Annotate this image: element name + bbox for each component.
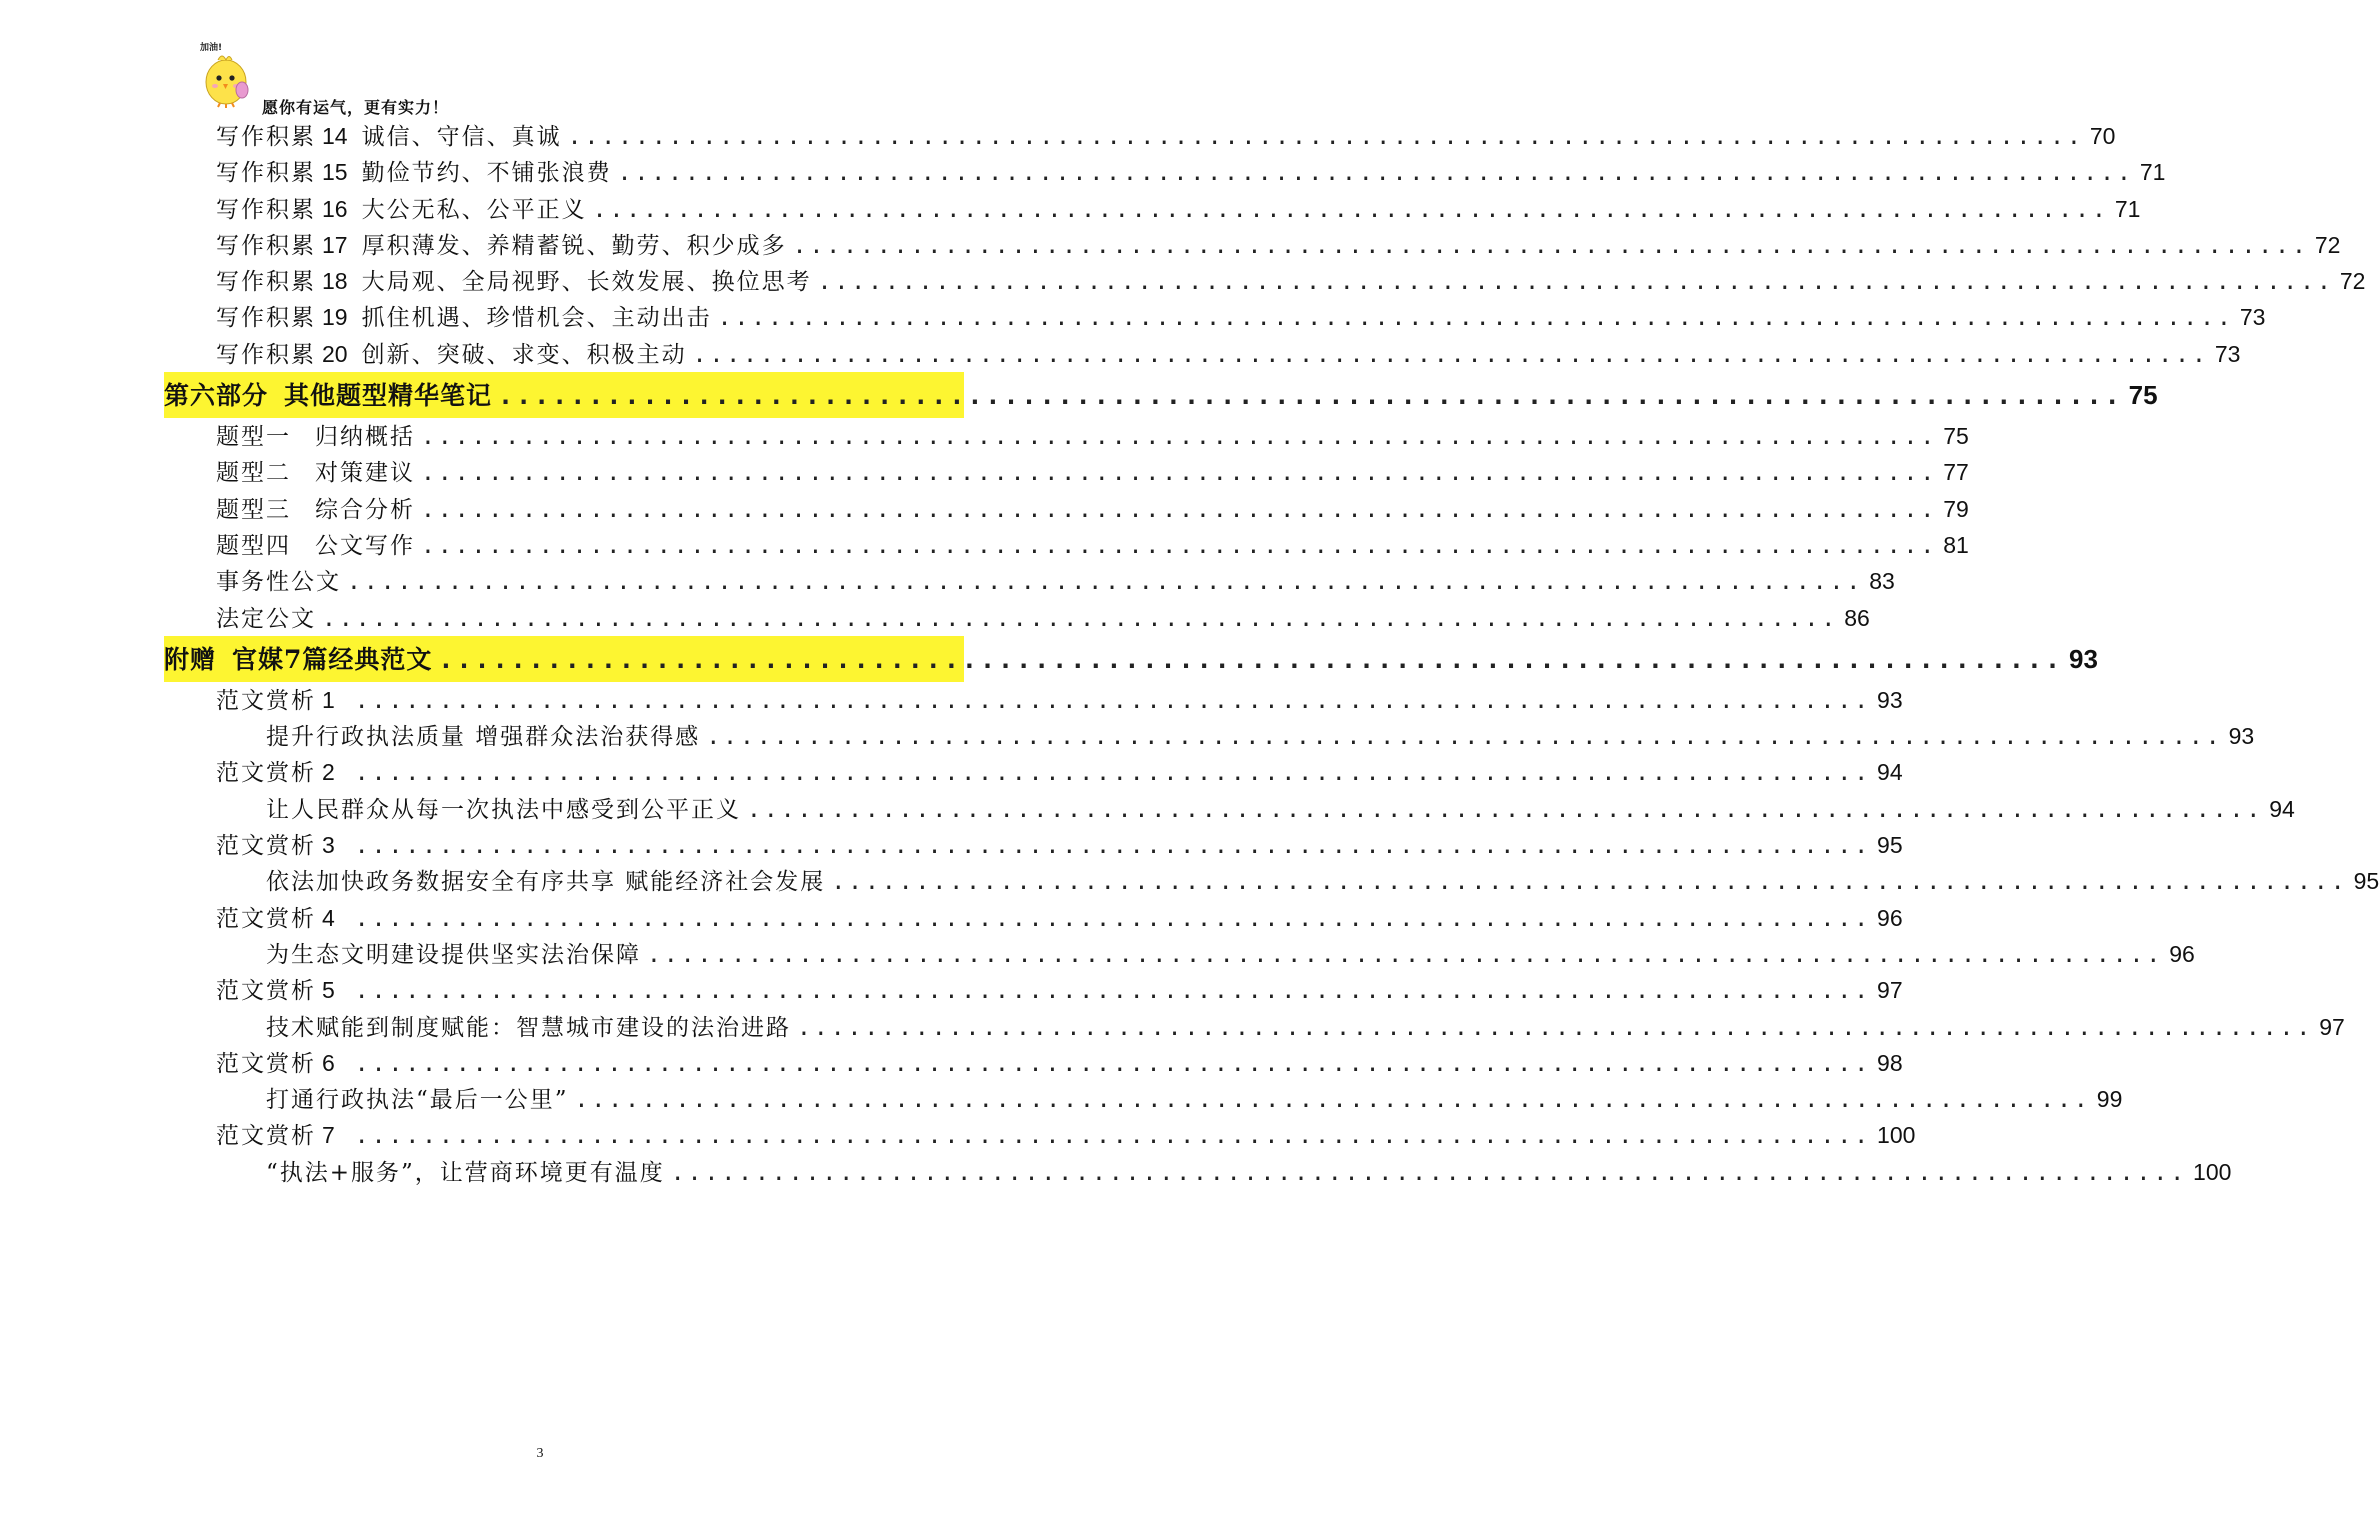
toc-entry-text: 归纳概括 [315, 424, 415, 451]
toc-entry-row[interactable] [164, 827, 1903, 863]
toc-entry-prefix: 写作积累 [216, 341, 316, 368]
toc-entry-prefix: 题型三 [216, 496, 291, 523]
toc-entry-text: 其他题型精华笔记 [284, 381, 493, 411]
toc-entry-title [266, 864, 825, 900]
toc-page-number: 93 [2228, 723, 2255, 750]
toc-entry-row[interactable] [164, 299, 2266, 335]
toc-entry-title [216, 455, 415, 491]
toc-entry-number: 14 [322, 123, 348, 149]
toc-entry-title [216, 227, 787, 264]
toc-entry-title [266, 937, 641, 973]
toc-leader-dots: .......................................................................................... [747, 796, 2264, 823]
toc-entry-prefix: 写作积累 [216, 160, 316, 187]
toc-entry-row[interactable] [164, 900, 1903, 936]
toc-leader-dots: .......................................................................................... [421, 496, 1938, 523]
toc-entry-prefix: 范文赏析 [216, 1050, 316, 1077]
toc-entry-prefix: 写作积累 [216, 232, 316, 259]
toc-entry-title [216, 682, 349, 719]
toc-leader-dots: .......................................................................................... [717, 305, 2234, 332]
toc-entry-prefix: 技术赋能到制度赋能：智慧城市建设的法治进路 [266, 1014, 791, 1041]
toc-page-number: 73 [2239, 304, 2266, 331]
toc-entry-row[interactable] [164, 754, 1903, 790]
toc-entry-row[interactable] [164, 418, 1969, 454]
toc-entry-row[interactable] [164, 191, 2141, 227]
toc-entry-prefix: 打通行政执法“最后一公里” [266, 1087, 569, 1114]
toc-entry-row[interactable] [164, 1045, 1903, 1081]
header-motto: 愿你有运气，更有实力！ [262, 98, 450, 117]
toc-entry-title [266, 1082, 569, 1118]
toc-entry-prefix: 写作积累 [216, 196, 316, 223]
toc-entry-prefix: 提升行政执法质量 增强群众法治获得感 [266, 724, 701, 751]
toc-page-number: 96 [2169, 940, 2195, 967]
table-of-contents [164, 118, 2379, 1190]
toc-entry-prefix: “执法+服务”，让营商环境更有温度 [266, 1159, 665, 1186]
toc-entry-title [216, 754, 349, 791]
toc-entry-prefix: 法定公文 [216, 605, 316, 632]
toc-section-row[interactable] [164, 636, 2098, 682]
toc-entry-row[interactable] [164, 863, 2379, 899]
toc-entry-text: 抓住机遇、珍惜机会、主动出击 [361, 305, 712, 332]
toc-leader-dots: .......................................................................................... [354, 1123, 1872, 1150]
toc-entry-title [216, 336, 687, 373]
toc-entry-prefix: 依法加快政务数据安全有序共享 赋能经济社会发展 [266, 869, 826, 896]
toc-entry-prefix: 附赠 [164, 644, 217, 674]
toc-entry-row[interactable] [164, 1009, 2345, 1045]
toc-entry-prefix: 范文赏析 [216, 760, 316, 787]
toc-leader-dots: .......................................................................................... [354, 978, 1872, 1005]
toc-entry-title [216, 299, 712, 336]
toc-entry-row[interactable] [164, 972, 1903, 1008]
toc-entry-row[interactable] [164, 791, 2295, 827]
toc-page-number: 100 [2193, 1158, 2232, 1185]
toc-entry-text: 勤俭节约、不铺张浪费 [361, 160, 612, 187]
toc-entry-number: 1 [322, 686, 335, 713]
toc-page-number: 100 [1877, 1122, 1916, 1149]
toc-leader-dots: .......................................................................................... [347, 569, 1864, 596]
toc-leader-dots: .......................................................................................... [498, 381, 2123, 411]
toc-entry-text: 对策建议 [315, 460, 415, 487]
toc-entry-row[interactable] [164, 154, 2166, 190]
toc-entry-title [266, 1155, 665, 1191]
toc-page-number: 73 [2214, 340, 2241, 367]
toc-entry-prefix: 题型二 [216, 460, 291, 487]
toc-page-number: 83 [1869, 568, 1895, 595]
page-header [196, 40, 496, 120]
toc-entry-row[interactable] [164, 600, 1870, 636]
toc-leader-dots: .......................................................................................... [617, 160, 2134, 187]
toc-entry-row[interactable] [164, 1154, 2232, 1190]
toc-entry-number: 2 [322, 759, 335, 786]
toc-entry-title [266, 719, 700, 755]
toc-page-number: 81 [1943, 531, 1969, 558]
toc-entry-number: 19 [322, 304, 348, 331]
toc-leader-dots: .......................................................................................... [592, 196, 2109, 223]
toc-entry-row[interactable] [164, 491, 1969, 527]
toc-entry-title [216, 191, 587, 228]
toc-entry-title [164, 637, 432, 683]
toc-entry-number: 16 [322, 195, 348, 222]
toc-page-number: 72 [2314, 231, 2341, 258]
toc-entry-prefix: 让人民群众从每一次执法中感受到公平正义 [266, 796, 741, 823]
toc-leader-dots: .......................................................................................... [421, 532, 1938, 559]
toc-page-number: 93 [2069, 643, 2098, 674]
toc-entry-title [216, 1045, 349, 1082]
toc-entry-prefix: 事务性公文 [216, 569, 341, 596]
toc-entry-prefix: 题型四 [216, 532, 291, 559]
toc-entry-prefix: 范文赏析 [216, 905, 316, 932]
toc-section-row[interactable] [164, 372, 2158, 418]
toc-page-number: 93 [1877, 686, 1903, 713]
toc-page-number: 70 [2089, 123, 2116, 149]
toc-entry-text: 大公无私、公平正义 [361, 196, 587, 223]
toc-entry-number: 15 [322, 159, 348, 186]
toc-entry-row[interactable] [164, 527, 1969, 563]
toc-entry-row[interactable] [164, 336, 2241, 372]
toc-entry-row[interactable] [164, 227, 2341, 263]
toc-entry-number: 18 [322, 268, 348, 295]
toc-page-number: 99 [2096, 1086, 2123, 1113]
toc-entry-text: 诚信、守信、真诚 [361, 124, 562, 150]
toc-page-number: 75 [2128, 380, 2158, 411]
toc-entry-title [216, 564, 341, 600]
toc-entry-title [216, 263, 812, 300]
toc-page-number: 94 [2269, 795, 2295, 822]
toc-entry-title [266, 1010, 791, 1046]
toc-leader-dots: .......................................................................................... [354, 833, 1872, 860]
toc-leader-dots: .......................................................................................... [670, 1159, 2188, 1186]
toc-entry-title [216, 118, 562, 155]
toc-entry-row[interactable] [164, 118, 2116, 154]
toc-entry-row[interactable] [164, 563, 1895, 599]
toc-entry-title [216, 528, 415, 564]
toc-entry-prefix: 写作积累 [216, 269, 316, 296]
toc-entry-row[interactable] [164, 1117, 1916, 1153]
toc-entry-title [216, 154, 612, 191]
toc-entry-number: 5 [322, 977, 335, 1004]
page-number: 3 [536, 1446, 544, 1461]
toc-entry-text: 大局观、全局视野、长效发展、换位思考 [361, 269, 812, 296]
toc-entry-title [216, 827, 349, 864]
toc-entry-text: 创新、突破、求变、积极主动 [361, 341, 687, 368]
toc-entry-prefix: 范文赏析 [216, 833, 316, 860]
toc-entry-number: 4 [322, 904, 335, 931]
toc-entry-prefix: 题型一 [216, 424, 291, 451]
toc-page-number: 95 [2353, 868, 2379, 895]
toc-entry-text: 综合分析 [315, 496, 415, 523]
toc-page-number: 97 [2319, 1013, 2345, 1040]
toc-entry-number: 17 [322, 231, 348, 258]
toc-entry-prefix: 范文赏析 [216, 978, 316, 1005]
toc-entry-title [216, 1117, 349, 1154]
toc-page-number: 98 [1877, 1049, 1903, 1076]
toc-leader-dots: .......................................................................................... [322, 605, 1839, 632]
toc-entry-title [164, 373, 492, 419]
toc-leader-dots: .......................................................................................... [421, 424, 1938, 451]
toc-entry-prefix: 第六部分 [164, 381, 269, 411]
toc-entry-number: 6 [322, 1049, 335, 1076]
logo-text: 加油! [200, 43, 223, 53]
toc-leader-dots: .......................................................................................... [354, 1050, 1872, 1077]
toc-leader-dots: .......................................................................................... [817, 269, 2334, 296]
toc-leader-dots: .......................................................................................... [831, 869, 2348, 896]
toc-page-number: 79 [1943, 495, 1969, 522]
toc-page-number: 71 [2139, 159, 2166, 186]
toc-entry-row[interactable] [164, 1081, 2123, 1117]
toc-entry-row[interactable] [164, 682, 1903, 718]
toc-page-number: 71 [2114, 195, 2141, 222]
toc-page-number: 86 [1844, 604, 1870, 631]
toc-entry-prefix: 范文赏析 [216, 1123, 316, 1150]
toc-entry-number: 3 [322, 832, 335, 859]
toc-leader-dots: .......................................................................................... [354, 687, 1872, 714]
toc-leader-dots: .......................................................................................... [647, 941, 2164, 968]
toc-entry-text: 官媒7篇经典范文 [232, 644, 433, 674]
toc-entry-prefix: 范文赏析 [216, 687, 316, 714]
toc-page-number: 72 [2339, 268, 2366, 295]
toc-entry-number: 20 [322, 340, 348, 367]
toc-leader-dots: .......................................................................................... [567, 124, 2084, 150]
toc-page-number: 97 [1877, 977, 1903, 1004]
toc-entry-prefix: 写作积累 [216, 124, 316, 150]
toc-page-number: 96 [1877, 904, 1903, 931]
toc-entry-row[interactable] [164, 718, 2255, 754]
toc-leader-dots: .......................................................................................... [354, 760, 1872, 787]
toc-leader-dots: .......................................................................................... [692, 341, 2209, 368]
toc-leader-dots: .......................................................................................... [438, 644, 2064, 674]
toc-entry-title [216, 601, 316, 637]
toc-page-number: 95 [1877, 832, 1903, 859]
chick-mascot-icon [196, 40, 258, 108]
toc-entry-title [266, 792, 741, 828]
toc-entry-text: 公文写作 [315, 532, 415, 559]
toc-page-number: 77 [1943, 459, 1969, 486]
toc-leader-dots: .......................................................................................... [792, 232, 2309, 259]
toc-entry-prefix: 为生态文明建设提供坚实法治保障 [266, 941, 641, 968]
toc-entry-row[interactable] [164, 936, 2195, 972]
toc-entry-title [216, 900, 349, 937]
toc-entry-row[interactable] [164, 454, 1969, 490]
toc-leader-dots: .......................................................................................... [354, 905, 1872, 932]
toc-page-number: 94 [1877, 759, 1903, 786]
toc-leader-dots: .......................................................................................... [574, 1087, 2091, 1114]
toc-entry-title [216, 492, 415, 528]
toc-leader-dots: .......................................................................................... [797, 1014, 2314, 1041]
toc-leader-dots: .......................................................................................... [421, 460, 1938, 487]
toc-page-number: 75 [1943, 423, 1969, 450]
toc-entry-text: 厚积薄发、养精蓄锐、勤劳、积少成多 [361, 232, 787, 259]
toc-entry-number: 7 [322, 1122, 335, 1149]
toc-entry-row[interactable] [164, 263, 2366, 299]
toc-entry-prefix: 写作积累 [216, 305, 316, 332]
toc-entry-title [216, 972, 349, 1009]
toc-leader-dots: .......................................................................................... [706, 724, 2223, 751]
toc-entry-title [216, 419, 415, 455]
